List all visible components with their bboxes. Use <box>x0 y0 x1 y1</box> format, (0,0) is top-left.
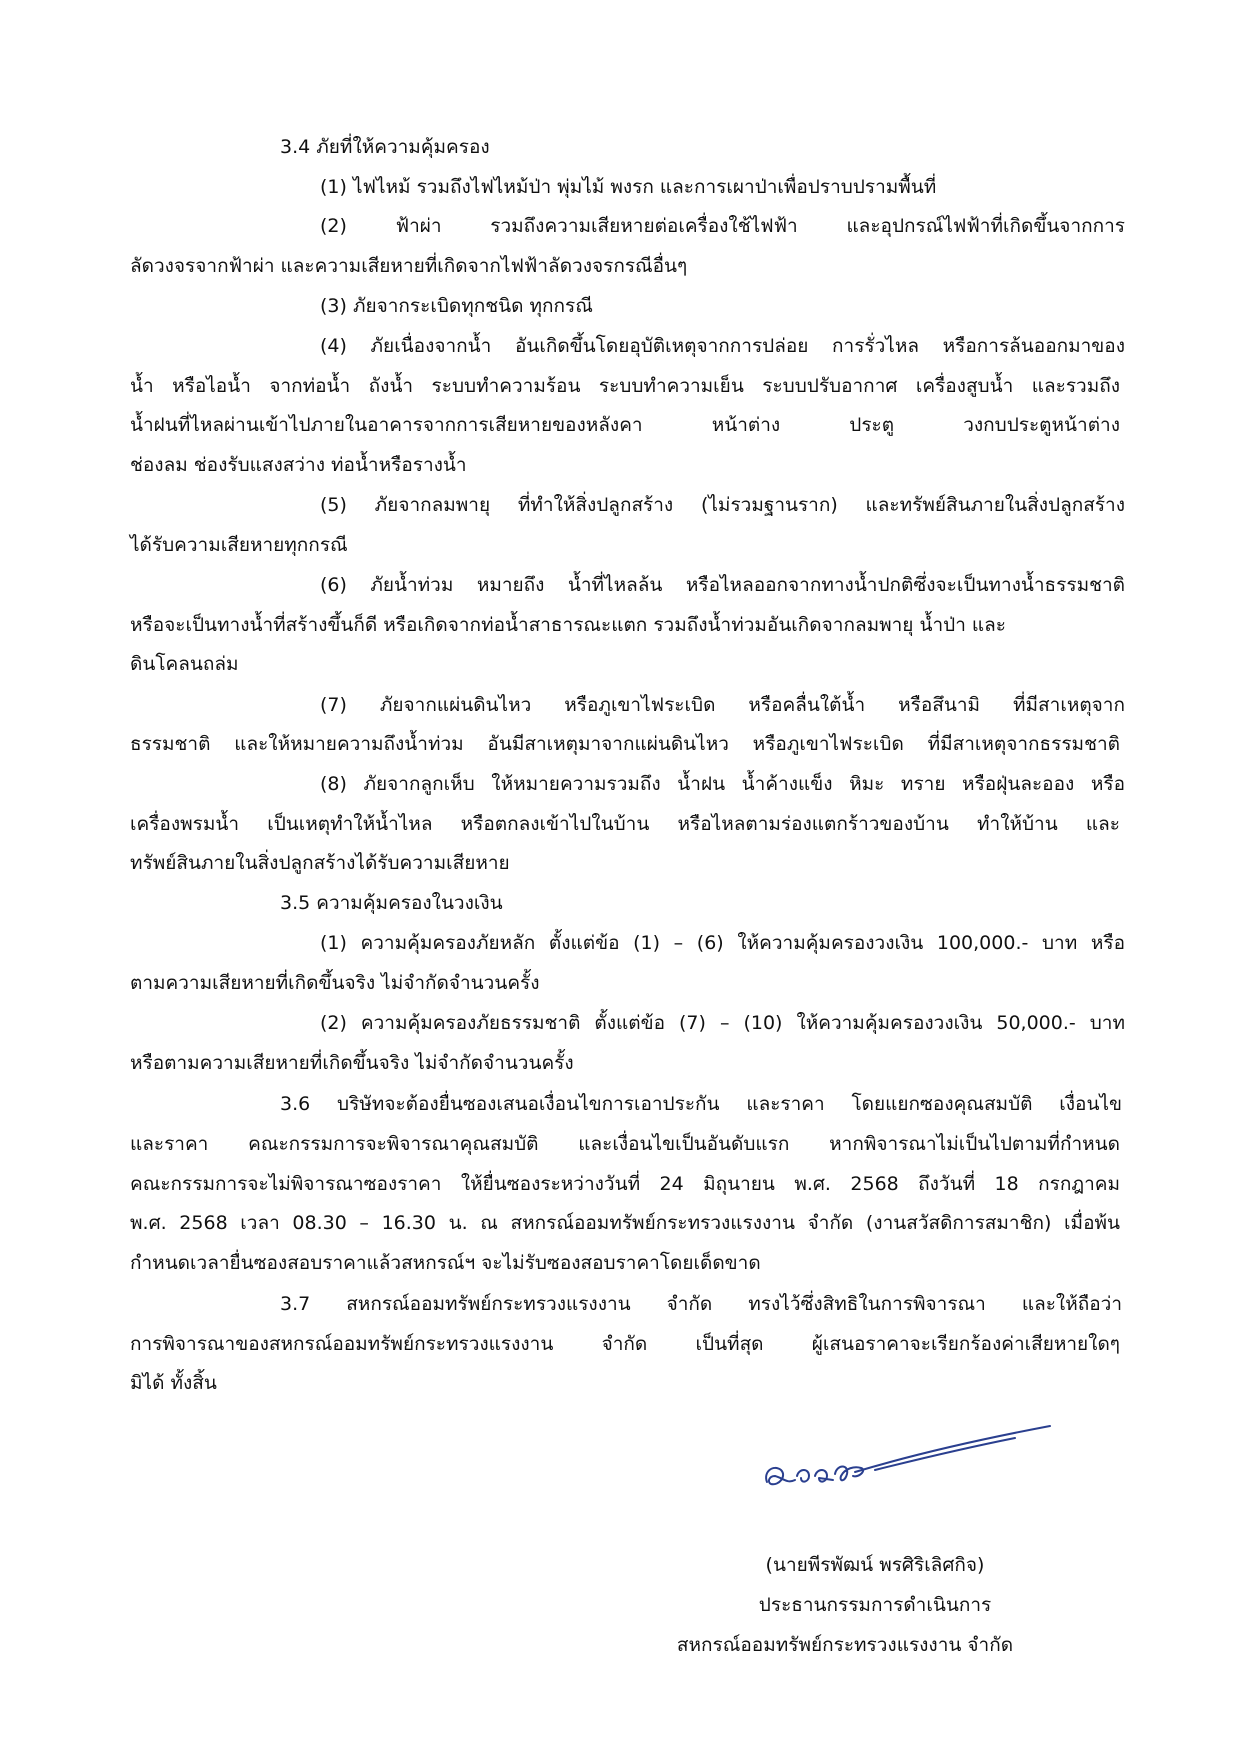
section-3-6-line-4: พ.ศ. 2568 เวลา 08.30 – 16.30 น. ณ สหกรณ์ออมทรัพย์กระทรวงแรงงาน จำกัด (งานสวัสดิการสมาชิก) เมื่อพ้น <box>130 1212 1120 1234</box>
section-3-4-item-4-line-2: น้ำ หรือไอน้ำ จากท่อน้ำ ถังน้ำ ระบบทำความร้อน ระบบทำความเย็น ระบบปรับอากาศ เครื่องสูบน้ำ และรวมถึง <box>130 375 1120 397</box>
section-3-4-heading: 3.4 ภัยที่ให้ความคุ้มครอง <box>280 136 490 158</box>
section-3-4-item-8-line-2: เครื่องพรมน้ำ เป็นเหตุทำให้น้ำไหล หรือตกลงเข้าไปในบ้าน หรือไหลตามร่องแตกร้าวของบ้าน ทำให้บ้าน และ <box>130 813 1120 835</box>
section-3-6-line-5: กำหนดเวลายื่นซองสอบราคาแล้วสหกรณ์ฯ จะไม่รับซองสอบราคาโดยเด็ดขาด <box>130 1252 761 1274</box>
section-3-4-item-8-line-3: ทรัพย์สินภายในสิ่งปลูกสร้างได้รับความเสียหาย <box>130 852 510 874</box>
section-3-4-item-2-line-1: (2) ฟ้าผ่า รวมถึงความเสียหายต่อเครื่องใช้ไฟฟ้า และอุปกรณ์ไฟฟ้าที่เกิดขึ้นจากการ <box>320 215 1125 237</box>
section-3-4-item-6-line-3: ดินโคลนถล่ม <box>130 653 239 675</box>
section-3-4-item-3: (3) ภัยจากระเบิดทุกชนิด ทุกกรณี <box>320 295 593 317</box>
section-3-5-item-2-line-1: (2) ความคุ้มครองภัยธรรมชาติ ตั้งแต่ข้อ (7) – (10) ให้ความคุ้มครองวงเงิน 50,000.- บาท <box>320 1012 1125 1034</box>
signatory-name: (นายพีรพัฒน์ พรศิริเลิศกิจ) <box>765 1554 985 1576</box>
handwritten-signature <box>755 1420 1055 1500</box>
section-3-6-line-3: คณะกรรมการจะไม่พิจารณาซองราคา ให้ยื่นซองระหว่างวันที่ 24 มิถุนายน พ.ศ. 2568 ถึงวันที่ 18 กรกฎาคม <box>130 1173 1120 1195</box>
signature-block <box>600 1420 1060 1720</box>
section-3-7-line-2: การพิจารณาของสหกรณ์ออมทรัพย์กระทรวงแรงงาน จำกัด เป็นที่สุด ผู้เสนอราคาจะเรียกร้องค่าเสียหายใดๆ <box>130 1333 1120 1355</box>
section-3-6-line-1: 3.6 บริษัทจะต้องยื่นซองเสนอเงื่อนไขการเอาประกัน และราคา โดยแยกซองคุณสมบัติ เงื่อนไข <box>280 1093 1122 1115</box>
section-3-6-line-2: และราคา คณะกรรมการจะพิจารณาคุณสมบัติ และเงื่อนไขเป็นอันดับแรก หากพิจารณาไม่เป็นไปตามที่กำหนด <box>130 1133 1120 1155</box>
section-3-7-line-1: 3.7 สหกรณ์ออมทรัพย์กระทรวงแรงงาน จำกัด ทรงไว้ซึ่งสิทธิในการพิจารณา และให้ถือว่า <box>280 1293 1122 1315</box>
signatory-organization: สหกรณ์ออมทรัพย์กระทรวงแรงงาน จำกัด <box>676 1634 1014 1656</box>
section-3-4-item-8-line-1: (8) ภัยจากลูกเห็บ ให้หมายความรวมถึง น้ำฝน น้ำค้างแข็ง หิมะ ทราย หรือฝุ่นละออง หรือ <box>320 773 1125 795</box>
section-3-5-item-1-line-2: ตามความเสียหายที่เกิดขึ้นจริง ไม่จำกัดจำนวนครั้ง <box>130 972 540 994</box>
section-3-5-heading: 3.5 ความคุ้มครองในวงเงิน <box>280 892 503 914</box>
section-3-4-item-1: (1) ไฟไหม้ รวมถึงไฟไหม้ป่า พุ่มไม้ พงรก และการเผาป่าเพื่อปราบปรามพื้นที่ <box>320 176 937 198</box>
section-3-4-item-4-line-3: น้ำฝนที่ไหลผ่านเข้าไปภายในอาคารจากการเสียหายของหลังคา หน้าต่าง ประตู วงกบประตูหน้าต่าง <box>130 414 1120 436</box>
signatory-position: ประธานกรรมการดำเนินการ <box>758 1594 992 1616</box>
section-3-4-item-2-line-2: ลัดวงจรจากฟ้าผ่า และความเสียหายที่เกิดจากไฟฟ้าลัดวงจรกรณีอื่นๆ <box>130 255 688 277</box>
section-3-4-item-7-line-1: (7) ภัยจากแผ่นดินไหว หรือภูเขาไฟระเบิด หรือคลื่นใต้น้ำ หรือสึนามิ ที่มีสาเหตุจาก <box>320 694 1125 716</box>
section-3-4-item-5-line-2: ได้รับความเสียหายทุกกรณี <box>130 534 348 556</box>
section-3-5-item-1-line-1: (1) ความคุ้มครองภัยหลัก ตั้งแต่ข้อ (1) – (6) ให้ความคุ้มครองวงเงิน 100,000.- บาท หรือ <box>320 932 1125 954</box>
section-3-4-item-6-line-2: หรือจะเป็นทางน้ำที่สร้างขึ้นก็ดี หรือเกิดจากท่อน้ำสาธารณะแตก รวมถึงน้ำท่วมอันเกิดจากลมพายุ น้ำป่า และ <box>130 614 1007 636</box>
section-3-4-item-4-line-1: (4) ภัยเนื่องจากน้ำ อันเกิดขึ้นโดยอุบัติเหตุจากการปล่อย การรั่วไหล หรือการล้นออกมาของ <box>320 335 1125 357</box>
section-3-4-item-6-line-1: (6) ภัยน้ำท่วม หมายถึง น้ำที่ไหลล้น หรือไหลออกจากทางน้ำปกติซึ่งจะเป็นทางน้ำธรรมชาติ <box>320 574 1125 596</box>
section-3-7-line-3: มิได้ ทั้งสิ้น <box>130 1372 217 1394</box>
section-3-4-item-5-line-1: (5) ภัยจากลมพายุ ที่ทำให้สิ่งปลูกสร้าง (ไม่รวมฐานราก) และทรัพย์สินภายในสิ่งปลูกสร้าง <box>320 494 1125 516</box>
section-3-5-item-2-line-2: หรือตามความเสียหายที่เกิดขึ้นจริง ไม่จำกัดจำนวนครั้ง <box>130 1052 574 1074</box>
section-3-4-item-4-line-4: ช่องลม ช่องรับแสงสว่าง ท่อน้ำหรือรางน้ำ <box>130 454 467 476</box>
section-3-4-item-7-line-2: ธรรมชาติ และให้หมายความถึงน้ำท่วม อันมีสาเหตุมาจากแผ่นดินไหว หรือภูเขาไฟระเบิด ที่มีสาเหตุจากธรรมชาติ <box>130 733 1120 755</box>
